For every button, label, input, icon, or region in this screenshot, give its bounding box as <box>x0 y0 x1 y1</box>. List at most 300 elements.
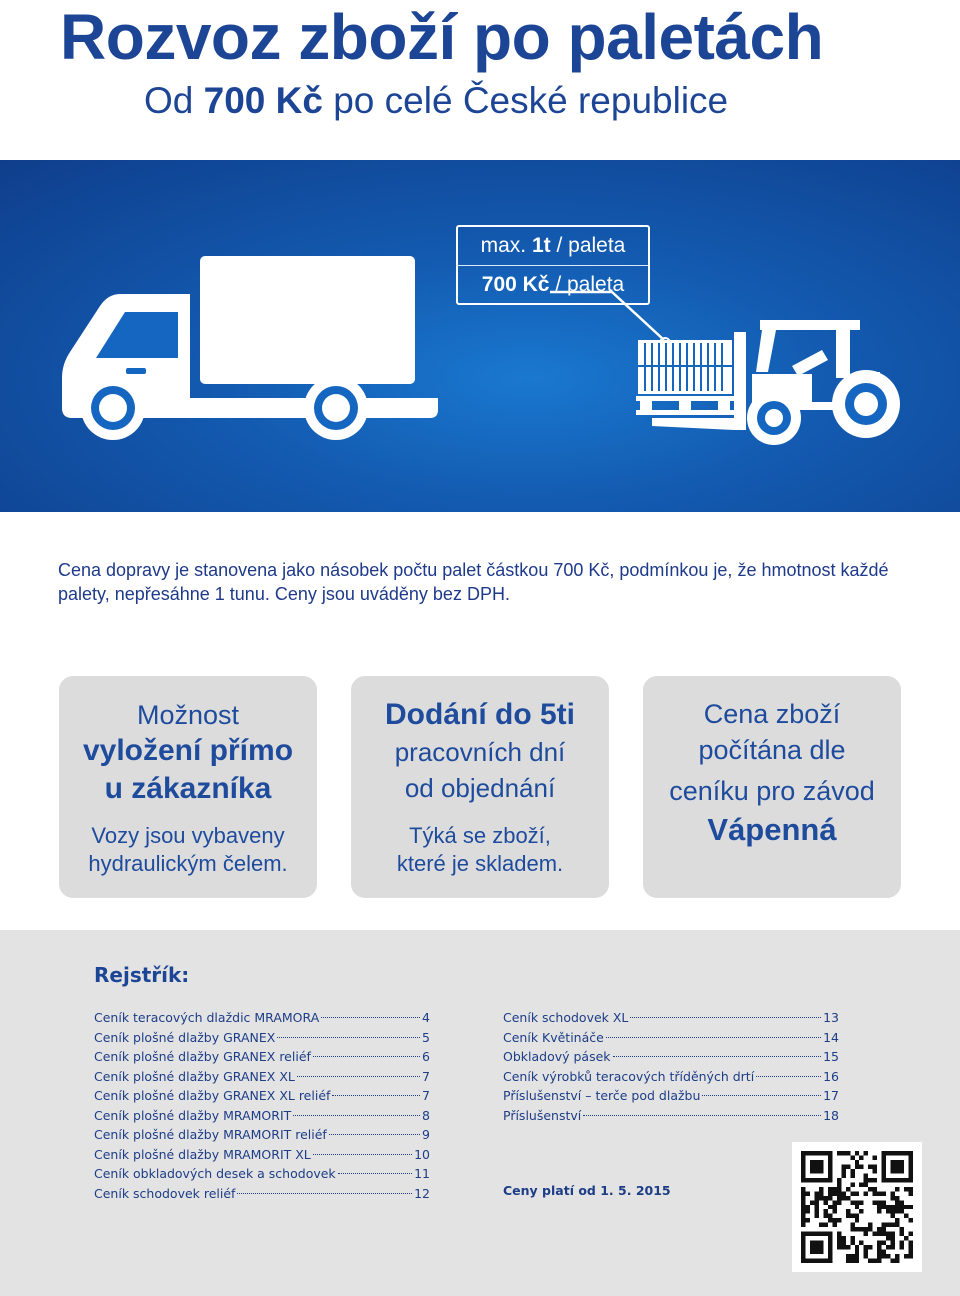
qr-module <box>841 1169 845 1173</box>
qr-module <box>828 1232 832 1236</box>
toc-item[interactable] <box>503 1106 839 1126</box>
qr-module <box>891 1209 895 1213</box>
qr-module <box>886 1236 890 1240</box>
qr-module <box>886 1223 890 1227</box>
qr-module <box>900 1200 904 1204</box>
qr-module <box>828 1236 832 1240</box>
qr-module <box>837 1182 841 1186</box>
qr-module <box>909 1218 913 1222</box>
qr-module <box>900 1232 904 1236</box>
qr-module <box>909 1178 913 1182</box>
qr-module <box>882 1173 886 1177</box>
qr-module <box>859 1227 863 1231</box>
qr-module <box>891 1241 895 1245</box>
qr-module <box>801 1259 805 1263</box>
feature-card-delivery <box>351 676 609 898</box>
qr-module <box>891 1214 895 1218</box>
qr-module <box>855 1250 859 1254</box>
qr-module <box>904 1254 908 1258</box>
qr-module <box>837 1236 841 1240</box>
qr-module <box>810 1151 814 1155</box>
qr-module <box>819 1259 823 1263</box>
price-value: 700 Kč <box>481 273 550 296</box>
qr-module <box>850 1236 854 1240</box>
qr-module <box>882 1241 886 1245</box>
qr-module <box>805 1151 809 1155</box>
card-3-line-2: počítána dle <box>698 735 846 765</box>
qr-module <box>850 1223 854 1227</box>
subtitle-price: 700 Kč <box>203 80 323 121</box>
qr-module <box>837 1232 841 1236</box>
qr-module <box>801 1178 805 1182</box>
qr-module <box>873 1169 877 1173</box>
qr-module <box>801 1169 805 1173</box>
toc-leader-dots <box>297 1076 420 1077</box>
qr-module <box>805 1259 809 1263</box>
qr-module <box>814 1169 818 1173</box>
qr-module <box>882 1200 886 1204</box>
toc-item-label: Ceník plošné dlažby GRANEX XL reliéf <box>94 1088 331 1103</box>
toc-item-page: 6 <box>422 1049 430 1064</box>
qr-module <box>828 1164 832 1168</box>
qr-module <box>837 1187 841 1191</box>
qr-module <box>819 1250 823 1254</box>
qr-module <box>814 1209 818 1213</box>
qr-module <box>801 1214 805 1218</box>
qr-module <box>882 1151 886 1155</box>
qr-module <box>859 1241 863 1245</box>
qr-module <box>828 1250 832 1254</box>
toc-item[interactable] <box>503 1008 839 1028</box>
toc-item-label: Příslušenství <box>503 1107 582 1123</box>
qr-module <box>895 1169 899 1173</box>
qr-module <box>810 1259 814 1263</box>
qr-module <box>895 1160 899 1164</box>
qr-module <box>877 1232 881 1236</box>
qr-module <box>882 1227 886 1231</box>
qr-module <box>810 1232 814 1236</box>
qr-module <box>814 1200 818 1204</box>
qr-module <box>895 1254 899 1258</box>
qr-module <box>828 1218 832 1222</box>
qr-module <box>882 1164 886 1168</box>
qr-module <box>909 1173 913 1177</box>
qr-module <box>850 1254 854 1258</box>
qr-module <box>850 1200 854 1204</box>
qr-module <box>814 1151 818 1155</box>
qr-module <box>877 1200 881 1204</box>
qr-module <box>900 1160 904 1164</box>
qr-module <box>882 1191 886 1195</box>
toc-item[interactable] <box>503 1047 839 1067</box>
qr-module <box>801 1164 805 1168</box>
toc-item[interactable] <box>503 1028 839 1048</box>
intro-text: Cena dopravy je stanovena jako násobek počtu palet částkou 700 Kč, podmínkou je, že hmotnost každé palety, nepřesáhne 1 tunu. Ceny jsou uváděny bez DPH. <box>58 560 889 604</box>
qr-module <box>882 1250 886 1254</box>
qr-module <box>882 1232 886 1236</box>
qr-module <box>814 1241 818 1245</box>
qr-module <box>828 1205 832 1209</box>
toc-item-page: 14 <box>823 1029 839 1045</box>
qr-module <box>873 1178 877 1182</box>
toc-item-page: 15 <box>823 1049 839 1064</box>
qr-module <box>801 1205 805 1209</box>
qr-module <box>886 1232 890 1236</box>
toc-item[interactable] <box>94 1164 430 1184</box>
qr-module <box>837 1191 841 1195</box>
toc-leader-dots <box>702 1095 821 1096</box>
qr-module <box>877 1191 881 1195</box>
toc-item-page: 17 <box>823 1088 839 1103</box>
qr-module <box>873 1200 877 1204</box>
toc-item-page: 10 <box>414 1146 430 1162</box>
qr-module <box>846 1254 850 1258</box>
qr-module <box>841 1151 845 1155</box>
toc-item[interactable] <box>94 1028 430 1048</box>
toc-leader-dots <box>313 1056 420 1057</box>
qr-module <box>814 1214 818 1218</box>
feature-card-unloading <box>59 676 317 898</box>
qr-module <box>891 1236 895 1240</box>
toc-item-page: 7 <box>422 1088 430 1103</box>
qr-module <box>909 1241 913 1245</box>
qr-module <box>900 1164 904 1168</box>
toc-item-page: 13 <box>823 1010 839 1025</box>
qr-module <box>801 1191 805 1195</box>
qr-module <box>846 1196 850 1200</box>
qr-module <box>859 1155 863 1159</box>
qr-module <box>850 1214 854 1218</box>
qr-module <box>850 1227 854 1231</box>
qr-module <box>823 1259 827 1263</box>
qr-module <box>855 1205 859 1209</box>
toc-item[interactable] <box>94 1067 430 1087</box>
qr-module <box>877 1241 881 1245</box>
qr-module <box>828 1191 832 1195</box>
qr-module <box>891 1151 895 1155</box>
qr-module <box>810 1250 814 1254</box>
qr-module <box>873 1155 877 1159</box>
qr-module <box>810 1164 814 1168</box>
qr-module <box>841 1196 845 1200</box>
toc-item[interactable] <box>94 1086 430 1106</box>
qr-module <box>828 1160 832 1164</box>
toc-item-label: Ceník plošné dlažby MRAMORIT reliéf <box>94 1127 327 1142</box>
toc-item[interactable] <box>94 1125 430 1145</box>
qr-module <box>877 1227 881 1231</box>
qr-module <box>801 1151 805 1155</box>
qr-module <box>886 1245 890 1249</box>
card-1-line-1: Možnost <box>136 700 240 730</box>
qr-module <box>819 1160 823 1164</box>
toc-item[interactable] <box>94 1184 430 1204</box>
max-weight-value: 1t <box>531 234 551 257</box>
toc-item[interactable] <box>94 1047 430 1067</box>
qr-module <box>801 1245 805 1249</box>
toc-left-list <box>94 1008 430 1203</box>
qr-module <box>868 1259 872 1263</box>
toc-item-label: Ceník schodovek reliéf <box>94 1185 236 1201</box>
subtitle-prefix: Od <box>144 80 204 121</box>
card-2-line-5: které je skladem. <box>396 851 564 876</box>
qr-module <box>855 1160 859 1164</box>
qr-module <box>900 1151 904 1155</box>
qr-module <box>891 1160 895 1164</box>
page-title: Rozvoz zboží po paletách <box>60 1 824 73</box>
toc-item-label: Ceník plošné dlažby MRAMORIT XL <box>94 1146 311 1162</box>
toc-item-label: Ceník plošné dlažby MRAMORIT <box>94 1107 292 1123</box>
qr-module <box>823 1196 827 1200</box>
price-box <box>456 225 650 305</box>
qr-module <box>891 1205 895 1209</box>
max-weight-prefix: max. <box>480 234 532 257</box>
qr-module <box>855 1227 859 1231</box>
qr-module <box>855 1164 859 1168</box>
qr-module <box>864 1254 868 1258</box>
toc-leader-dots <box>583 1115 821 1116</box>
toc-leader-dots <box>756 1076 821 1077</box>
qr-module <box>850 1173 854 1177</box>
toc-leader-dots <box>277 1037 420 1038</box>
qr-module <box>846 1245 850 1249</box>
toc-item[interactable] <box>94 1106 430 1126</box>
qr-module <box>882 1254 886 1258</box>
qr-module <box>904 1205 908 1209</box>
toc-item-page: 12 <box>414 1185 430 1201</box>
qr-module <box>801 1173 805 1177</box>
qr-module <box>904 1214 908 1218</box>
qr-module <box>828 1151 832 1155</box>
toc-leader-dots <box>313 1154 412 1155</box>
qr-module <box>909 1245 913 1249</box>
qr-module <box>819 1169 823 1173</box>
qr-module <box>832 1209 836 1213</box>
qr-module <box>873 1259 877 1263</box>
toc-leader-dots <box>293 1115 420 1116</box>
qr-module <box>841 1173 845 1177</box>
toc-item-label: Ceník výrobků teracových tříděných drtí <box>503 1068 755 1084</box>
price-suffix: / paleta <box>549 273 625 296</box>
toc-item-label: Ceník Květináče <box>503 1029 604 1045</box>
qr-module <box>837 1196 841 1200</box>
page-subtitle <box>144 80 728 122</box>
qr-module <box>864 1178 868 1182</box>
toc-item[interactable] <box>503 1086 839 1106</box>
card-1-line-3: u zákazníka <box>104 772 272 805</box>
qr-module <box>864 1173 868 1177</box>
qr-module <box>855 1254 859 1258</box>
qr-module <box>801 1209 805 1213</box>
qr-module <box>846 1187 850 1191</box>
qr-module <box>841 1191 845 1195</box>
truck-icon <box>62 256 438 440</box>
qr-module <box>909 1232 913 1236</box>
qr-module <box>873 1187 877 1191</box>
qr-module <box>801 1241 805 1245</box>
qr-module <box>832 1205 836 1209</box>
qr-module <box>805 1232 809 1236</box>
qr-module <box>832 1187 836 1191</box>
qr-module <box>900 1209 904 1213</box>
qr-module <box>895 1218 899 1222</box>
qr-module <box>814 1205 818 1209</box>
card-3-line-3: ceníku pro závod <box>669 776 875 806</box>
qr-module <box>805 1205 809 1209</box>
qr-module <box>895 1223 899 1227</box>
qr-module <box>819 1241 823 1245</box>
toc-item-label: Obkladový pásek <box>503 1049 611 1064</box>
toc-leader-dots <box>630 1017 821 1018</box>
qr-module <box>814 1164 818 1168</box>
qr-module <box>828 1214 832 1218</box>
qr-module <box>805 1218 809 1222</box>
qr-module <box>855 1218 859 1222</box>
qr-module <box>801 1250 805 1254</box>
toc-item-page: 7 <box>422 1068 430 1084</box>
qr-module <box>819 1196 823 1200</box>
qr-module <box>841 1241 845 1245</box>
qr-module <box>819 1245 823 1249</box>
qr-module <box>877 1250 881 1254</box>
pallet-icon <box>636 340 734 415</box>
qr-module <box>823 1151 827 1155</box>
qr-module <box>868 1187 872 1191</box>
toc-item-label: Ceník obkladových desek a schodovek <box>94 1166 336 1181</box>
qr-module <box>828 1169 832 1173</box>
max-weight-suffix: / paleta <box>550 234 626 257</box>
qr-module <box>819 1191 823 1195</box>
qr-module <box>846 1209 850 1213</box>
qr-module <box>805 1209 809 1213</box>
card-2-line-3: od objednání <box>404 773 556 803</box>
toc-item-page: 18 <box>823 1107 839 1123</box>
toc-item-label: Ceník plošné dlažby GRANEX XL <box>94 1068 295 1084</box>
qr-module <box>900 1205 904 1209</box>
qr-module <box>895 1196 899 1200</box>
qr-module <box>868 1227 872 1231</box>
qr-module <box>819 1178 823 1182</box>
feature-card-pricing <box>643 676 901 898</box>
toc-item-label: Ceník plošné dlažby GRANEX <box>94 1029 276 1045</box>
qr-module <box>819 1164 823 1168</box>
qr-module <box>895 1151 899 1155</box>
qr-module <box>810 1178 814 1182</box>
qr-module <box>882 1169 886 1173</box>
qr-module <box>814 1160 818 1164</box>
toc-item-label: Příslušenství – terče pod dlažbu <box>503 1088 701 1103</box>
toc-leader-dots <box>613 1056 822 1057</box>
qr-module <box>873 1164 877 1168</box>
qr-module <box>828 1187 832 1191</box>
qr-module <box>832 1218 836 1222</box>
index-section <box>0 930 960 1296</box>
card-1-line-2: vyložení přímo <box>82 734 294 767</box>
qr-module <box>873 1191 877 1195</box>
qr-module <box>886 1205 890 1209</box>
toc-leader-dots <box>606 1037 821 1038</box>
toc-leader-dots <box>338 1173 412 1174</box>
toc-item[interactable] <box>94 1145 430 1165</box>
qr-module <box>891 1191 895 1195</box>
qr-module <box>846 1164 850 1168</box>
qr-module <box>828 1241 832 1245</box>
qr-module <box>828 1155 832 1159</box>
toc-item-page: 16 <box>823 1068 839 1084</box>
qr-module <box>891 1178 895 1182</box>
qr-module <box>837 1151 841 1155</box>
subtitle-suffix: po celé České republice <box>322 80 729 121</box>
price-per-pallet-row <box>458 265 648 304</box>
card-2-line-2: pracovních dní <box>394 737 566 767</box>
qr-module <box>814 1245 818 1249</box>
qr-module <box>859 1209 863 1213</box>
qr-module <box>891 1196 895 1200</box>
qr-module <box>855 1214 859 1218</box>
qr-module <box>850 1191 854 1195</box>
qr-module <box>801 1200 805 1204</box>
qr-module <box>882 1178 886 1182</box>
qr-module <box>900 1169 904 1173</box>
qr-module <box>909 1155 913 1159</box>
qr-module <box>886 1151 890 1155</box>
toc-leader-dots <box>237 1193 412 1194</box>
toc-item-page: 9 <box>422 1127 430 1142</box>
qr-module <box>801 1223 805 1227</box>
qr-module <box>909 1169 913 1173</box>
qr-module <box>801 1236 805 1240</box>
qr-module <box>868 1245 872 1249</box>
qr-module <box>904 1178 908 1182</box>
qr-module <box>868 1223 872 1227</box>
qr-module <box>814 1259 818 1263</box>
qr-module <box>855 1259 859 1263</box>
qr-module <box>823 1178 827 1182</box>
toc-leader-dots <box>332 1095 420 1096</box>
qr-module <box>868 1164 872 1168</box>
qr-module <box>805 1191 809 1195</box>
qr-module <box>909 1151 913 1155</box>
card-2-line-4: Týká se zboží, <box>409 823 551 848</box>
qr-module <box>882 1205 886 1209</box>
qr-module <box>832 1223 836 1227</box>
qr-module <box>909 1164 913 1168</box>
qr-module <box>891 1232 895 1236</box>
qr-module <box>801 1254 805 1258</box>
toc-item-label: Ceník schodovek XL <box>503 1010 629 1025</box>
qr-module <box>909 1160 913 1164</box>
qr-module <box>891 1169 895 1173</box>
toc-item-page: 8 <box>422 1107 430 1123</box>
card-3-line-4: Vápenná <box>707 812 837 847</box>
qr-module <box>891 1259 895 1263</box>
qr-module <box>846 1214 850 1218</box>
qr-module <box>904 1187 908 1191</box>
delivery-banner <box>0 160 960 512</box>
qr-module <box>819 1187 823 1191</box>
toc-item-page: 4 <box>422 1010 430 1025</box>
qr-module <box>877 1254 881 1258</box>
qr-module <box>873 1232 877 1236</box>
toc-leader-dots <box>321 1017 420 1018</box>
qr-module <box>855 1151 859 1155</box>
toc-item[interactable] <box>94 1008 430 1028</box>
qr-module <box>900 1241 904 1245</box>
qr-module <box>823 1200 827 1204</box>
toc-leader-dots <box>329 1134 420 1135</box>
qr-module <box>837 1245 841 1249</box>
toc-item[interactable] <box>503 1067 839 1087</box>
qr-module <box>805 1178 809 1182</box>
